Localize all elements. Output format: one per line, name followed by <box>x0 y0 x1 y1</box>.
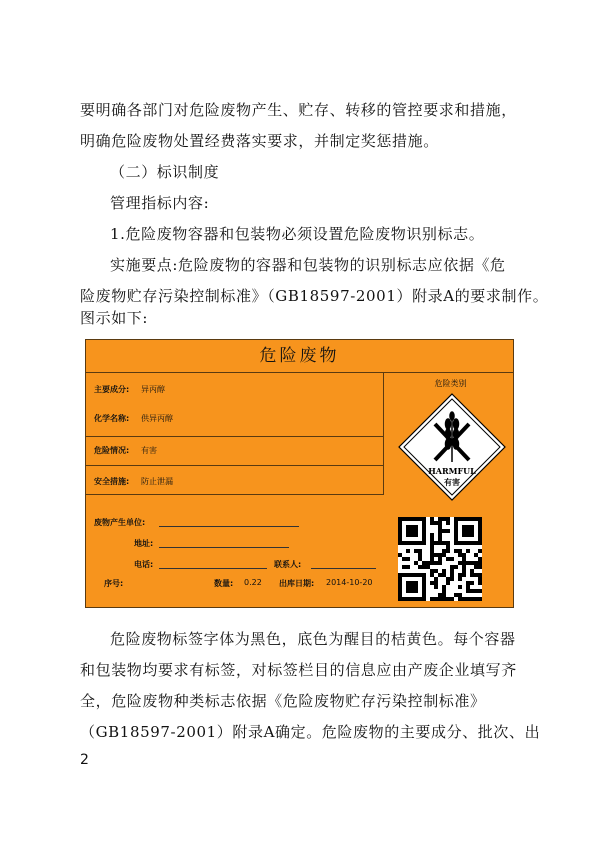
diamond-en-text: HARMFUL <box>428 466 476 476</box>
impl-line1: 实施要点:危险废物的容器和包装物的识别标志应依据《危 <box>110 256 506 274</box>
main-component-value: 异丙醇 <box>141 385 165 394</box>
mgmt-heading: 管理指标内容: <box>110 194 210 212</box>
address-underline <box>159 547 289 548</box>
paragraph2-line2: 和包装物均要求有标签，对标签栏目的信息应由产废企业填写齐 <box>80 661 517 679</box>
label-info-panel <box>86 372 384 495</box>
paragraph2-line1: 危险废物标签字体为黑色，底色为醒目的桔黄色。每个容器 <box>110 630 516 648</box>
label-title: 危险废物 <box>86 340 513 373</box>
date-value: 2014-10-20 <box>326 578 373 587</box>
divider <box>86 465 383 466</box>
chem-name-key: 化学名称: <box>94 414 130 423</box>
phone-underline <box>159 568 267 569</box>
paragraph2-line4: （GB18597-2001）附录A确定。危险废物的主要成分、批次、出 <box>80 723 541 741</box>
harmful-diamond-icon <box>397 392 507 502</box>
paragraph1-line2: 明确危险废物处置经费落实要求，并制定奖惩措施。 <box>80 132 439 150</box>
section-heading: （二）标识制度 <box>110 163 220 181</box>
paragraph1-line1: 要明确各部门对危险废物产生、贮存、转移的管控要求和措施， <box>80 101 517 119</box>
hazardous-waste-label <box>85 339 514 608</box>
safety-value: 防止泄漏 <box>141 477 173 486</box>
chem-name-value: 供异丙醇 <box>141 414 173 423</box>
hazard-category-label: 危险类别 <box>434 379 467 388</box>
date-key: 出库日期: <box>279 579 315 588</box>
quantity-key: 数量: <box>214 579 234 588</box>
impl-line2: 险废物贮存污染控制标准》（GB18597-2001）附录A的要求制作。 <box>80 287 549 305</box>
safety-key: 安全措施: <box>94 477 130 486</box>
impl-line3: 图示如下: <box>80 309 149 327</box>
paragraph2-line3: 全，危险废物种类标志依据《危险废物贮存污染控制标准》 <box>80 692 486 710</box>
hazard-key: 危险情况: <box>94 446 130 455</box>
hazard-value: 有害 <box>141 446 157 455</box>
unit-key: 废物产生单位: <box>94 518 146 527</box>
phone-key: 电话: <box>134 560 154 569</box>
address-key: 地址: <box>134 539 154 548</box>
diamond-cn-text: 有害 <box>444 478 460 487</box>
contact-key: 联系人: <box>274 560 302 569</box>
divider <box>86 436 383 437</box>
unit-underline <box>159 526 299 527</box>
contact-underline <box>311 568 376 569</box>
qr-code-icon <box>398 516 482 602</box>
quantity-value: 0.22 <box>244 578 262 587</box>
item-1: 1.危险废物容器和包装物必须设置危险废物识别标志。 <box>110 225 485 243</box>
serial-key: 序号: <box>104 579 124 588</box>
page-number: 2 <box>80 752 89 768</box>
main-component-key: 主要成分: <box>94 385 130 394</box>
